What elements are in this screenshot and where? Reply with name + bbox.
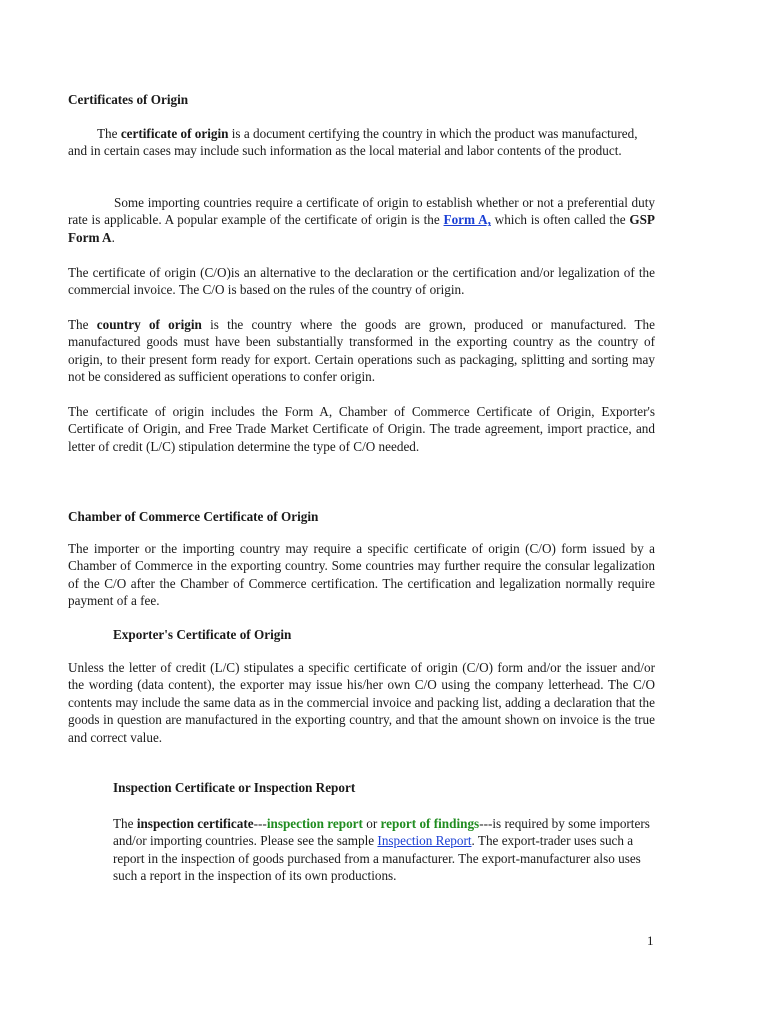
term-inspection-report: inspection report — [266, 816, 363, 831]
term-report-of-findings: report of findings — [380, 816, 480, 831]
page-number: 1 — [647, 933, 654, 948]
heading-chamber-of-commerce: Chamber of Commerce Certificate of Origin — [68, 509, 319, 524]
paragraph-co-alternative: The certificate of origin (C/O)is an alternative to the declaration or the certification and/or legalization of the commercial invoice. The C/O is based on the rules of the country of origin. — [68, 265, 655, 298]
paragraph-chamber-of-commerce: The importer or the importing country may require a specific certificate of origin (C/O) form issued by a Chamber of Commerce in the exporting country. Some countries may further require the consular legalization of the C/O after the Chamber of Commerce certification. The certification and legalization normally require payment of a fee. — [68, 541, 655, 609]
term-country-of-origin: country of origin — [96, 317, 202, 332]
form-a-link[interactable]: Form A, — [443, 212, 491, 228]
term-inspection-certificate: inspection certificate — [136, 816, 254, 831]
paragraph-inspection-certificate: The inspection certificate---inspection report or report of findings---is required by some importers and/or importing countries. Please see the sample Inspection Report. The export-trader uses such a report in the inspection of goods purchased from a manufacturer. The export-manufacturer also uses such a report in the inspection of its own productions. — [113, 816, 650, 884]
paragraph-country-of-origin: The country of origin is the country where the goods are grown, produced or manufactured. The manufactured goods must have been substantially transformed in the exporting country as the country of origin, to their present form ready for export. Certain operations such as packaging, splitting and sorting may not be considered as sufficient operations to confer origin. — [68, 317, 655, 385]
heading-certificates-of-origin: Certificates of Origin — [68, 92, 189, 107]
heading-exporters-certificate: Exporter's Certificate of Origin — [113, 627, 292, 642]
paragraph-co-types: The certificate of origin includes the Form A, Chamber of Commerce Certificate of Origin, Exporter's Certificate of Origin, and Free Trade Market Certificate of Origin. The trade agreement, import practice, and letter of credit (L/C) stipulation determine the type of C/O needed. — [68, 404, 655, 454]
paragraph-certificate-definition: The certificate of origin is a document certifying the country in which the product was manufactured, and in certain cases may include such information as the local material and labor contents of the product. — [68, 126, 638, 159]
paragraph-exporters-certificate: Unless the letter of credit (L/C) stipulates a specific certificate of origin (C/O) form and/or the issuer and/or the wording (data content), the exporter may issue his/her own C/O using the company letterhead. The C/O contents may include the same data as in the commercial invoice and packing list, adding a declaration that the goods in question are manufactured in the exporting country, and that the amount shown on invoice is the true and correct value. — [68, 660, 655, 745]
term-gsp-form-a: GSP Form A — [68, 212, 655, 245]
inspection-report-link[interactable]: Inspection Report — [377, 833, 472, 849]
paragraph-importing-countries: Some importing countries require a certificate of origin to establish whether or not a preferential duty rate is applicable. A popular example of the certificate of origin is the Form A, which is often called the GSP Form A. — [68, 195, 655, 245]
heading-inspection-certificate: Inspection Certificate or Inspection Report — [113, 780, 356, 795]
term-certificate-of-origin: certificate of origin — [120, 126, 229, 141]
